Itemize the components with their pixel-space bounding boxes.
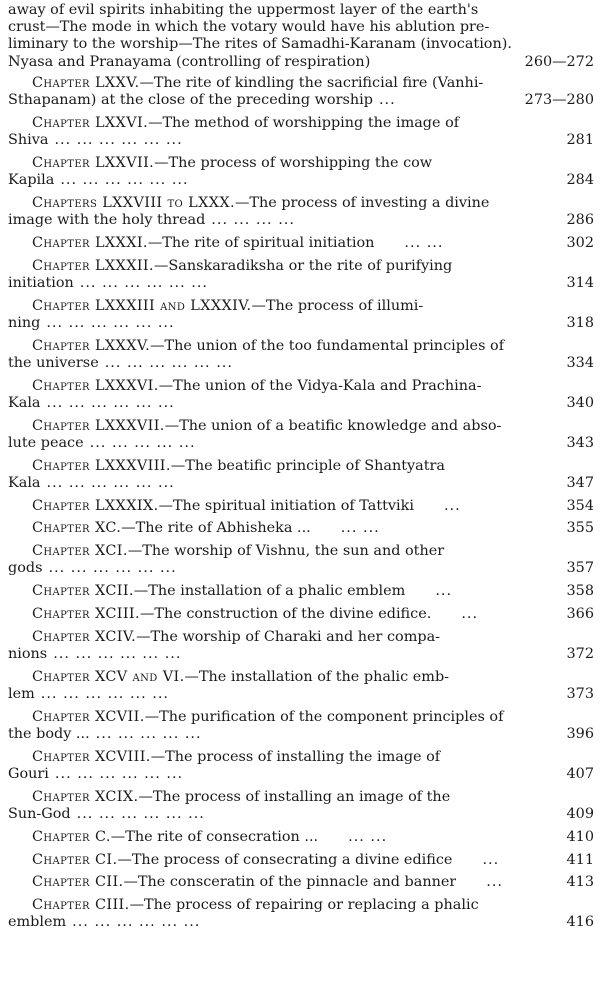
chapter-heading-line [8, 458, 594, 475]
chapter-title: —The process of repairing or replacing a phalic [129, 897, 479, 914]
chapter-title-group [8, 852, 452, 869]
chapter-continuation-line [8, 914, 594, 931]
chapter-heading-line [8, 298, 594, 315]
page-number: 354 [566, 497, 594, 514]
chapter-entry [8, 709, 594, 743]
chapter-title: —Sanskaradiksha or the rite of purifying [154, 257, 453, 274]
dot-leader: ... ... ... ... ... ... [40, 686, 169, 702]
chapter-title: —The rite of Abhisheka ... [121, 520, 311, 537]
chapter-title-continued: ning [8, 314, 41, 331]
chapter-title-continued: Sthapanam) at the close of the preceding worship [8, 92, 373, 109]
chapter-entry [8, 195, 594, 229]
dot-leader: ... ... ... ... [211, 212, 295, 229]
dot-leader: ... ... ... ... ... ... [76, 806, 205, 822]
chapter-title-group [8, 606, 431, 623]
chapter-entry [8, 829, 594, 846]
chapter-title: —The beatific principle of Shantyatra [170, 457, 445, 474]
chapter-title-continued: Kala [8, 394, 41, 411]
chapter-title: —The process of worshipping the cow [154, 154, 433, 171]
dot-leader: ... ... ... ... ... ... [79, 274, 208, 291]
chapter-title: —The consceratin of the pinnacle and banner [123, 874, 457, 891]
chapter-heading-line [8, 749, 594, 766]
chapter-heading-line [8, 629, 594, 646]
chapter-entry [8, 258, 594, 292]
page-number: 343 [566, 434, 594, 451]
dot-leader: ... [482, 851, 500, 868]
intro-last-text: Nyasa and Pranayama (controlling of respiration) [8, 53, 371, 70]
chapter-entry [8, 852, 594, 869]
chapter-continuation-line [8, 132, 594, 149]
chapter-label: Chapter LXXV. [32, 74, 140, 91]
chapter-heading-line [8, 606, 594, 623]
chapter-title-continued: gods [8, 560, 43, 577]
chapter-title-continued: emblem [8, 914, 67, 931]
chapter-title: —The rite of kindling the sacrificial fire (Vanhi- [139, 74, 484, 91]
dot-leader: ... [486, 874, 503, 891]
dot-leader: ... ... ... ... ... ... [54, 766, 184, 782]
chapter-title-continued: image with the holy thread [8, 212, 206, 229]
chapter-title: —The union of the Vidya-Kala and Prachina- [158, 377, 482, 394]
chapter-title-continued: nions [8, 646, 48, 662]
chapter-entry [8, 235, 594, 252]
chapter-heading-line [8, 520, 594, 537]
chapter-title: —The process of installing an image of the [138, 788, 451, 805]
chapter-entry [8, 155, 594, 189]
page-number: 373 [566, 686, 594, 702]
chapter-label: Chapter XCVIII. [32, 748, 151, 765]
chapter-continuation-line [8, 275, 594, 292]
chapter-title: —The process of consecrating a divine edifice [117, 851, 453, 868]
chapter-entry [8, 749, 594, 783]
chapter-label: Chapter CIII. [32, 897, 130, 914]
chapter-entry [8, 629, 594, 663]
chapter-title-continued: Shiva [8, 132, 49, 149]
chapter-continuation-line [8, 766, 594, 783]
chapter-entry [8, 897, 594, 931]
chapter-title: —The construction of the divine edifice. [140, 606, 432, 622]
chapter-heading-line [8, 874, 594, 891]
dot-leader: ... ... ... ... ... ... [46, 394, 175, 411]
chapter-label: Chapters LXXVIII to LXXX. [32, 194, 235, 211]
chapter-title-group [8, 498, 414, 515]
chapter-title-continued: lute peace [8, 434, 84, 451]
page-number: 407 [566, 766, 594, 782]
chapter-continuation-line [8, 355, 594, 372]
chapter-continuation-line [8, 435, 594, 452]
chapter-title-continued: Kapila [8, 172, 55, 189]
chapter-label: Chapter CII. [32, 874, 124, 891]
chapter-list [8, 75, 594, 932]
chapter-entry [8, 520, 594, 537]
chapter-title-group [8, 874, 456, 891]
chapter-entry [8, 669, 594, 703]
page-number: 273—280 [524, 92, 594, 109]
chapter-heading-line [8, 258, 594, 275]
chapter-title-group [8, 829, 318, 846]
chapter-continuation-line [8, 726, 594, 743]
chapter-title: —The process of investing a divine [234, 194, 490, 211]
page-number: 281 [566, 132, 594, 149]
dot-leader: ... ... ... ... ... [95, 726, 202, 742]
chapter-title-continued: the body ... [8, 726, 90, 742]
chapter-continuation-line [8, 646, 594, 663]
page-number: 413 [566, 874, 594, 891]
chapter-title: —The worship of Charaki and her compa- [136, 628, 441, 645]
chapter-entry [8, 298, 594, 332]
chapter-title: —The process of installing the image of [150, 748, 441, 765]
page-number: 409 [566, 806, 594, 822]
chapter-heading-line [8, 789, 594, 806]
dot-leader: ... ... ... ... ... ... [46, 314, 175, 331]
chapter-title: —The installation of the phalic emb- [184, 668, 450, 685]
chapter-label: Chapter LXXVII. [32, 154, 155, 171]
page-number: 314 [566, 274, 594, 291]
chapter-title: —The process of illumi- [251, 297, 424, 314]
chapter-entry [8, 458, 594, 492]
dot-leader: ... ... ... ... ... ... [72, 914, 201, 931]
chapter-title: —The worship of Vishnu, the sun and other [127, 543, 445, 560]
dot-leader: ... ... ... ... ... ... [53, 646, 182, 662]
dot-leader: ... ... ... ... ... [89, 434, 196, 451]
page-number: 318 [566, 314, 594, 331]
chapter-label: Chapter LXXXVIII. [32, 457, 171, 474]
dot-leader: ... ... ... ... ... ... [104, 354, 233, 371]
chapter-heading-line [8, 235, 594, 252]
page-number: 416 [566, 914, 594, 931]
chapter-continuation-line [8, 92, 594, 109]
chapter-entry [8, 75, 594, 109]
chapter-label: Chapter LXXXII. [32, 257, 154, 274]
chapter-label: Chapter XCV and VI. [32, 668, 185, 685]
chapter-label: Chapter LXXVI. [32, 114, 149, 131]
chapter-entry [8, 418, 594, 452]
dot-leader: ... [378, 92, 396, 109]
chapter-label: Chapter C. [32, 828, 111, 845]
chapter-title-group [8, 520, 311, 537]
chapter-entry [8, 115, 594, 149]
page-number: 302 [566, 234, 594, 251]
chapter-title-continued: the universe [8, 354, 99, 371]
chapter-heading-line [8, 115, 594, 132]
chapter-label: Chapter XCIV. [32, 628, 137, 645]
intro-line: crust—The mode in which the votary would have his ablution pre- [8, 19, 490, 36]
dot-leader: ... ... ... ... ... ... [60, 172, 189, 189]
chapter-heading-line [8, 338, 594, 355]
chapter-label: Chapter LXXXIX. [32, 497, 159, 514]
chapter-entry [8, 874, 594, 891]
chapter-title-continued: lem [8, 686, 35, 702]
chapter-title-continued: Gouri [8, 766, 49, 782]
chapter-continuation-line [8, 686, 594, 703]
chapter-continuation-line [8, 475, 594, 492]
chapter-entry [8, 338, 594, 372]
intro-page-range: 260—272 [524, 53, 594, 70]
chapter-continuation-line [8, 315, 594, 332]
chapter-label: Chapter LXXXI. [32, 234, 148, 251]
page-number: 396 [566, 726, 594, 742]
page-number: 340 [566, 394, 594, 411]
chapter-title: —The union of the too fundamental principles of [150, 337, 505, 354]
page-number: 358 [566, 583, 594, 600]
chapter-label: Chapter LXXXV. [32, 337, 151, 354]
chapter-continuation-line [8, 806, 594, 823]
chapter-entry [8, 543, 594, 577]
chapter-title-continued: initiation [8, 274, 74, 291]
dot-leader: ... ... [348, 828, 388, 845]
chapter-heading-line [8, 709, 594, 726]
page-number: 366 [566, 606, 594, 622]
dot-leader: ... ... ... ... ... ... [54, 132, 183, 149]
chapter-heading-line [8, 583, 594, 600]
page-number: 334 [566, 354, 594, 371]
chapter-heading-line [8, 75, 594, 92]
chapter-label: Chapter LXXXVII. [32, 417, 165, 434]
page-number: 286 [566, 212, 594, 229]
dot-leader: ... [461, 606, 479, 622]
chapter-heading-line [8, 155, 594, 172]
intro-paragraph [8, 2, 594, 71]
chapter-continuation-line [8, 212, 594, 229]
chapter-heading-line [8, 897, 594, 914]
chapter-heading-line [8, 669, 594, 686]
page-number: 357 [566, 560, 594, 577]
chapter-label: Chapter XCI. [32, 543, 128, 560]
page-number: 284 [566, 172, 594, 189]
chapter-label: Chapter XCVII. [32, 708, 145, 725]
chapter-heading-line [8, 543, 594, 560]
chapter-title-continued: Kala [8, 474, 41, 491]
page-number: 355 [566, 520, 594, 537]
chapter-label: Chapter XCIII. [32, 606, 140, 622]
chapter-heading-line [8, 829, 594, 846]
chapter-label: Chapter XCII. [32, 583, 134, 600]
chapter-heading-line [8, 195, 594, 212]
chapter-label: Chapter LXXXVI. [32, 377, 159, 394]
intro-last-line [8, 54, 594, 71]
dot-leader: ... ... [404, 234, 444, 251]
dot-leader: ... [435, 583, 453, 600]
chapter-entry [8, 498, 594, 515]
chapter-heading-line [8, 378, 594, 395]
chapter-title-group [8, 235, 374, 252]
dot-leader: ... ... [340, 520, 380, 537]
chapter-label: Chapter XCIX. [32, 788, 139, 805]
chapter-title-continued: Sun-God [8, 806, 71, 822]
chapter-label: Chapter XC. [32, 520, 122, 537]
chapter-title: —The method of worshipping the image of [148, 114, 460, 131]
chapter-title: —The spiritual initiation of Tattviki [158, 497, 414, 514]
chapter-title: —The union of a beatific knowledge and abso- [164, 417, 502, 434]
chapter-entry [8, 378, 594, 412]
chapter-title-group [8, 583, 405, 600]
dot-leader: ... [443, 497, 461, 514]
chapter-label: Chapter CI. [32, 851, 118, 868]
chapter-title: —The rite of spiritual initiation [147, 234, 375, 251]
dot-leader: ... ... ... ... ... ... [48, 560, 177, 577]
chapter-heading-line [8, 852, 594, 869]
chapter-entry [8, 789, 594, 823]
chapter-continuation-line [8, 395, 594, 412]
intro-line: liminary to the worship—The rites of Samadhi-Karanam (invocation). [8, 36, 512, 53]
intro-line: away of evil spirits inhabiting the uppermost layer of the earth's [8, 2, 479, 18]
chapter-title: —The installation of a phalic emblem [133, 583, 406, 600]
dot-leader: ... ... ... ... ... ... [46, 474, 175, 491]
chapter-title: —The rite of consecration ... [110, 828, 319, 845]
chapter-heading-line [8, 498, 594, 515]
chapter-continuation-line [8, 560, 594, 577]
chapter-label: Chapter LXXXIII and LXXXIV. [32, 297, 252, 314]
chapter-entry [8, 606, 594, 623]
chapter-entry [8, 583, 594, 600]
page-number: 372 [566, 646, 594, 662]
page-number: 411 [566, 851, 594, 868]
page-number: 410 [566, 828, 594, 845]
chapter-continuation-line [8, 172, 594, 189]
chapter-heading-line [8, 418, 594, 435]
chapter-title: —The purification of the component principles of [144, 708, 504, 725]
page-number: 347 [566, 474, 594, 491]
